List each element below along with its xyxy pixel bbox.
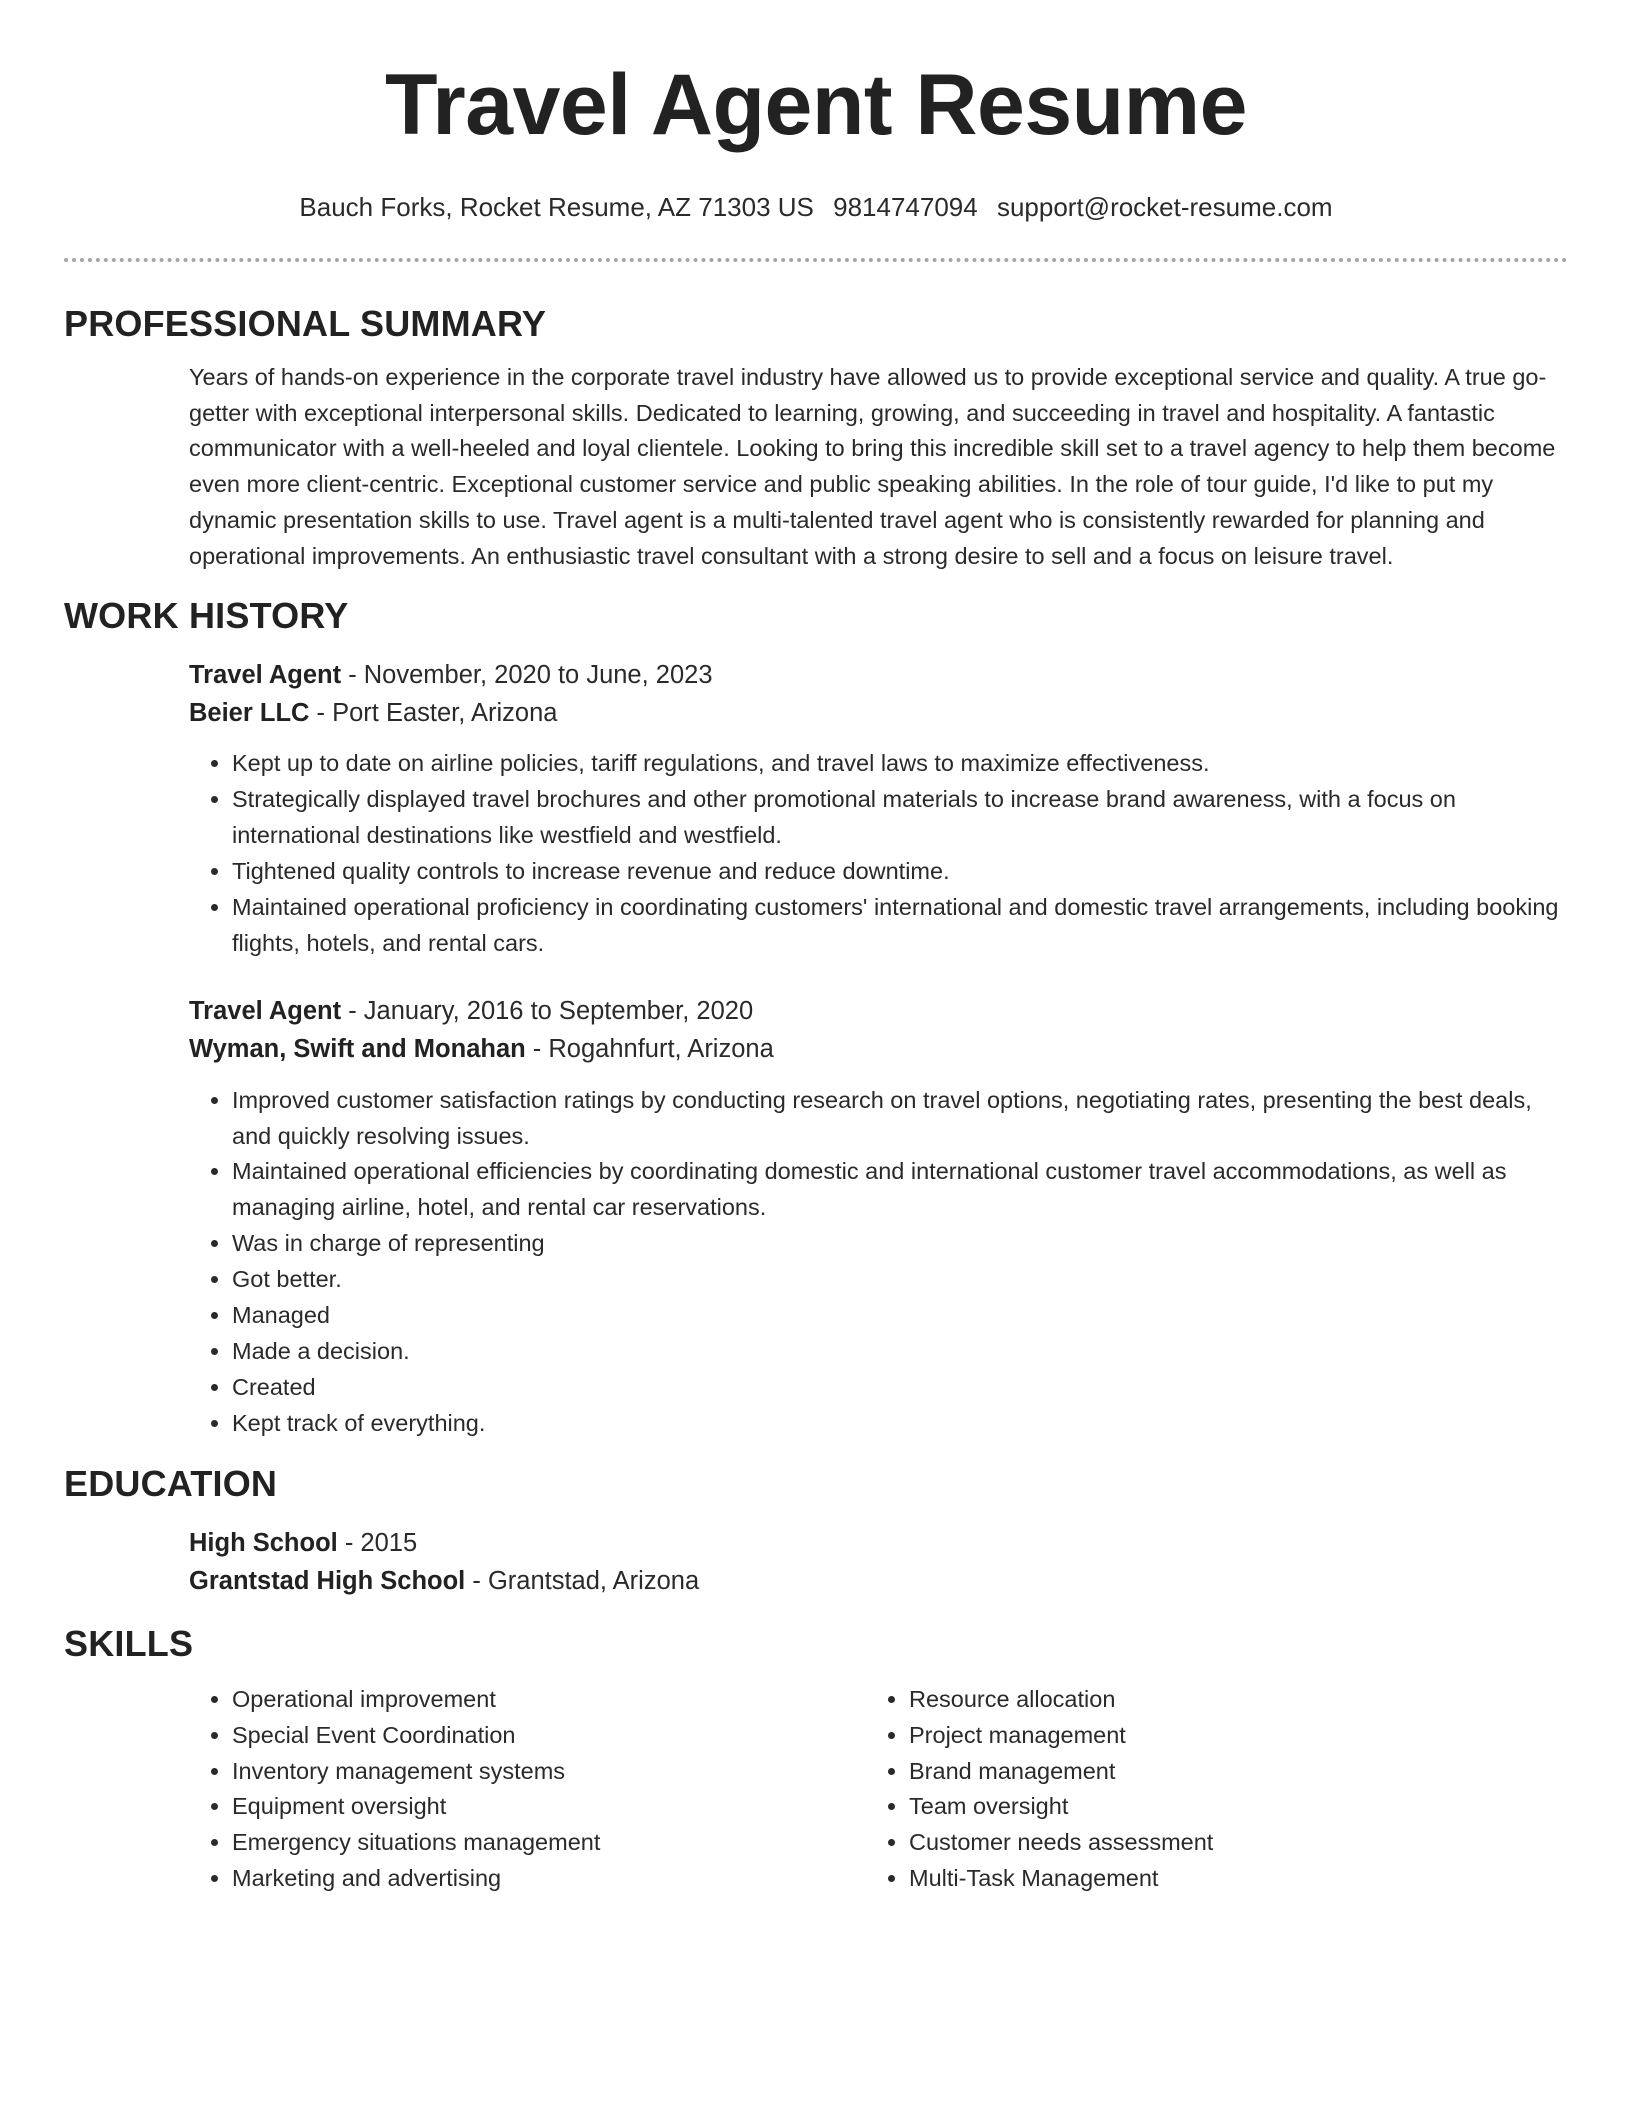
contact-address: Bauch Forks, Rocket Resume, AZ 71303 US — [299, 192, 814, 222]
skills-list-right — [866, 1682, 1543, 1897]
list-item: • Was in charge of representing — [232, 1226, 1568, 1262]
list-item: • Customer needs assessment — [909, 1825, 1543, 1861]
list-item: • Tightened quality controls to increase revenue and reduce downtime. — [232, 854, 1568, 890]
education-school: Grantstad High School — [189, 1566, 466, 1595]
contact-line — [64, 190, 1568, 224]
job-company-line — [189, 694, 1568, 732]
job-entry — [189, 656, 1568, 961]
summary-section — [64, 360, 1568, 574]
job-location: - Rogahnfurt, Arizona — [525, 1034, 774, 1063]
header-divider — [64, 258, 1568, 262]
contact-phone: 9814747094 — [833, 192, 978, 222]
job-dates: - January, 2016 to September, 2020 — [341, 996, 754, 1025]
list-item: • Managed — [232, 1298, 1568, 1334]
job-title: Travel Agent — [189, 996, 342, 1025]
job-company: Wyman, Swift and Monahan — [189, 1034, 526, 1063]
skills-column-left — [189, 1682, 866, 1897]
list-item: • Got better. — [232, 1262, 1568, 1298]
list-item: • Multi-Task Management — [909, 1861, 1543, 1897]
resume-title: Travel Agent Resume — [385, 57, 1247, 153]
education-degree-line — [189, 1524, 1568, 1562]
list-item: • Improved customer satisfaction ratings by conducting research on travel options, negotiating rates, presenting the best deals, and quickly resolving issues. — [232, 1083, 1568, 1155]
list-item: • Created — [232, 1370, 1568, 1406]
list-item: • Project management — [909, 1718, 1543, 1754]
skills-column-right — [866, 1682, 1543, 1897]
job-title-line — [189, 992, 1568, 1030]
job-company: Beier LLC — [189, 699, 310, 728]
work-history-heading: WORK HISTORY — [64, 595, 349, 637]
job-dates: - November, 2020 to June, 2023 — [341, 661, 713, 690]
list-item: • Kept up to date on airline policies, tariff regulations, and travel laws to maximize effectiveness. — [232, 746, 1568, 782]
job-location: - Port Easter, Arizona — [309, 699, 558, 728]
list-item: • Special Event Coordination — [232, 1718, 866, 1754]
job-title: Travel Agent — [189, 661, 342, 690]
job-bullets — [189, 1083, 1568, 1442]
list-item: • Team oversight — [909, 1789, 1543, 1825]
education-year: - 2015 — [337, 1528, 418, 1557]
skills-section — [64, 1682, 1568, 1897]
contact-email: support@rocket-resume.com — [996, 192, 1333, 222]
list-item: • Operational improvement — [232, 1682, 866, 1718]
summary-text: Years of hands-on experience in the corporate travel industry have allowed us to provide exceptional service and quality. A true go-getter with exceptional interpersonal skills. Dedicated to learning, growing, and succeeding in travel and hospitality. A fantastic communicator with a well-heeled and loyal clientele. Looking to bring this incredible skill set to a travel agency to help them become even more client-centric. Exceptional customer service and public speaking abilities. In the role of tour guide, I'd like to put my dynamic presentation skills to use. Travel agent is a multi-talented travel agent who is consistently rewarded for planning and operational improvements. An enthusiastic travel consultant with a strong desire to sell and a focus on leisure travel. — [189, 364, 1556, 569]
education-heading: EDUCATION — [64, 1462, 278, 1504]
list-item: • Maintained operational proficiency in coordinating customers' international and domestic travel arrangements, including booking flights, hotels, and rental cars. — [232, 890, 1568, 962]
job-title-line — [189, 656, 1568, 694]
job-entry — [189, 992, 1568, 1442]
list-item: • Marketing and advertising — [232, 1861, 866, 1897]
list-item: • Strategically displayed travel brochures and other promotional materials to increase brand awareness, with a focus on international destinations like westfield and westfield. — [232, 782, 1568, 854]
list-item: • Kept track of everything. — [232, 1406, 1568, 1442]
summary-heading: PROFESSIONAL SUMMARY — [64, 303, 547, 344]
education-section — [64, 1524, 1568, 1600]
job-company-line — [189, 1030, 1568, 1068]
skills-list-left — [189, 1682, 866, 1897]
list-item: • Emergency situations management — [232, 1825, 866, 1861]
education-location: - Grantstad, Arizona — [465, 1566, 700, 1595]
education-degree: High School — [189, 1528, 338, 1557]
list-item: • Maintained operational efficiencies by coordinating domestic and international customer travel accommodations, as well as managing airline, hotel, and rental car reservations. — [232, 1154, 1568, 1226]
list-item: • Resource allocation — [909, 1682, 1543, 1718]
job-bullets — [189, 746, 1568, 961]
list-item: • Equipment oversight — [232, 1789, 866, 1825]
work-history-section — [64, 656, 1568, 1442]
list-item: • Made a decision. — [232, 1334, 1568, 1370]
list-item: • Inventory management systems — [232, 1754, 866, 1790]
skills-heading: SKILLS — [64, 1622, 194, 1664]
list-item: • Brand management — [909, 1754, 1543, 1790]
education-school-line — [189, 1562, 1568, 1600]
